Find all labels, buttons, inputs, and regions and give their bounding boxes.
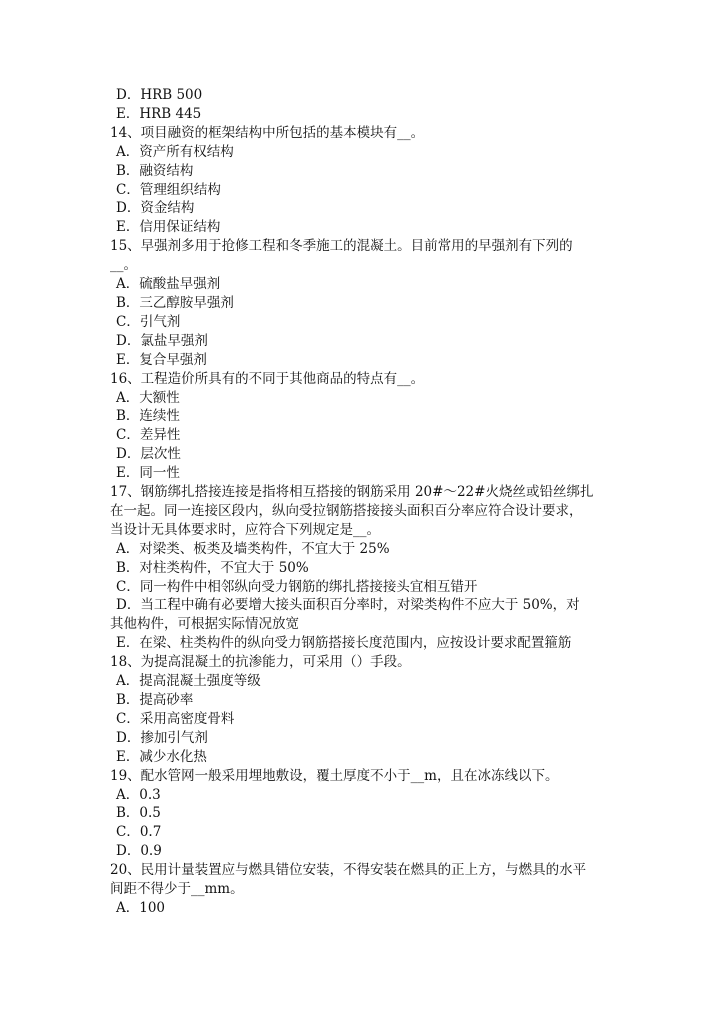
answer-option: A．硫酸盐早强剂	[116, 276, 221, 293]
answer-option: C．管理组织结构	[116, 181, 221, 198]
question-line: __。	[110, 257, 137, 274]
answer-option: A．资产所有权结构	[116, 143, 234, 160]
question-line: 当设计无具体要求时，应符合下列规定是__。	[110, 521, 380, 538]
question-line: 18、为提高混凝土的抗渗能力，可采用（）手段。	[110, 654, 411, 671]
answer-option: D．0.9	[116, 843, 162, 860]
answer-option: B．连续性	[116, 408, 180, 425]
question-line: 其他构件，可根据实际情况放宽	[110, 616, 299, 633]
answer-option: D．掺加引气剂	[116, 729, 208, 746]
answer-option: A．0.3	[116, 786, 161, 803]
answer-option: C．差异性	[116, 427, 181, 444]
question-line: 间距不得少于__mm。	[110, 881, 244, 898]
question-line: 15、早强剂多用于抢修工程和冬季施工的混凝土。目前常用的早强剂有下列的	[110, 238, 573, 255]
answer-option: E．HRB 445	[116, 105, 202, 122]
answer-option: A．100	[116, 899, 166, 916]
question-line: 20、民用计量装置应与燃具错位安装，不得安装在燃具的正上方，与燃具的水平	[110, 862, 587, 879]
answer-option: E．信用保证结构	[116, 219, 221, 236]
question-line: 在一起。同一连接区段内，纵向受拉钢筋搭接接头面积百分率应符合设计要求，	[110, 502, 583, 519]
answer-option: B．提高砂率	[116, 692, 194, 708]
answer-option: E．同一性	[116, 465, 180, 482]
question-line: 19、配水管网一般采用埋地敷设，覆土厚度不小于__m，且在冰冻线以下。	[110, 767, 559, 784]
answer-option: D．氯盐早强剂	[116, 332, 208, 349]
answer-option: A．对梁类、板类及墙类构件，不宜大于 25%	[116, 540, 390, 557]
answer-option: A．提高混凝土强度等级	[116, 673, 261, 690]
question-line: 14、项目融资的框架结构中所包括的基本模块有__。	[110, 124, 425, 141]
answer-option: D．层次性	[116, 446, 181, 463]
answer-option: C．0.7	[116, 824, 162, 841]
answer-option: B．0.5	[116, 805, 161, 822]
answer-option: D．当工程中确有必要增大接头面积百分率时，对梁类构件不应大于 50%，对	[116, 597, 580, 614]
question-line: 17、钢筋绑扎搭接连接是指将相互搭接的钢筋采用 20#～22#火烧丝或铅丝绑扎	[110, 484, 594, 501]
answer-option: C．采用高密度骨料	[116, 710, 235, 727]
question-text-block	[110, 86, 615, 918]
answer-option: E．复合早强剂	[116, 351, 207, 368]
answer-option: B．对柱类构件，不宜大于 50%	[116, 559, 309, 576]
answer-option: D．资金结构	[116, 200, 195, 217]
question-line: 16、工程造价所具有的不同于其他商品的特点有__。	[110, 370, 425, 387]
answer-option: B．三乙醇胺早强剂	[116, 294, 234, 311]
answer-option: A．大额性	[116, 389, 180, 406]
answer-option: C．同一构件中相邻纵向受力钢筋的绑扎搭接接头宜相互错开	[116, 578, 478, 595]
answer-option: C．引气剂	[116, 313, 181, 330]
answer-option: D．HRB 500	[116, 87, 203, 103]
answer-option: E．减少水化热	[116, 748, 207, 765]
answer-option: B．融资结构	[116, 162, 194, 179]
answer-option: E．在梁、柱类构件的纵向受力钢筋搭接长度范围内，应按设计要求配置箍筋	[116, 635, 572, 652]
